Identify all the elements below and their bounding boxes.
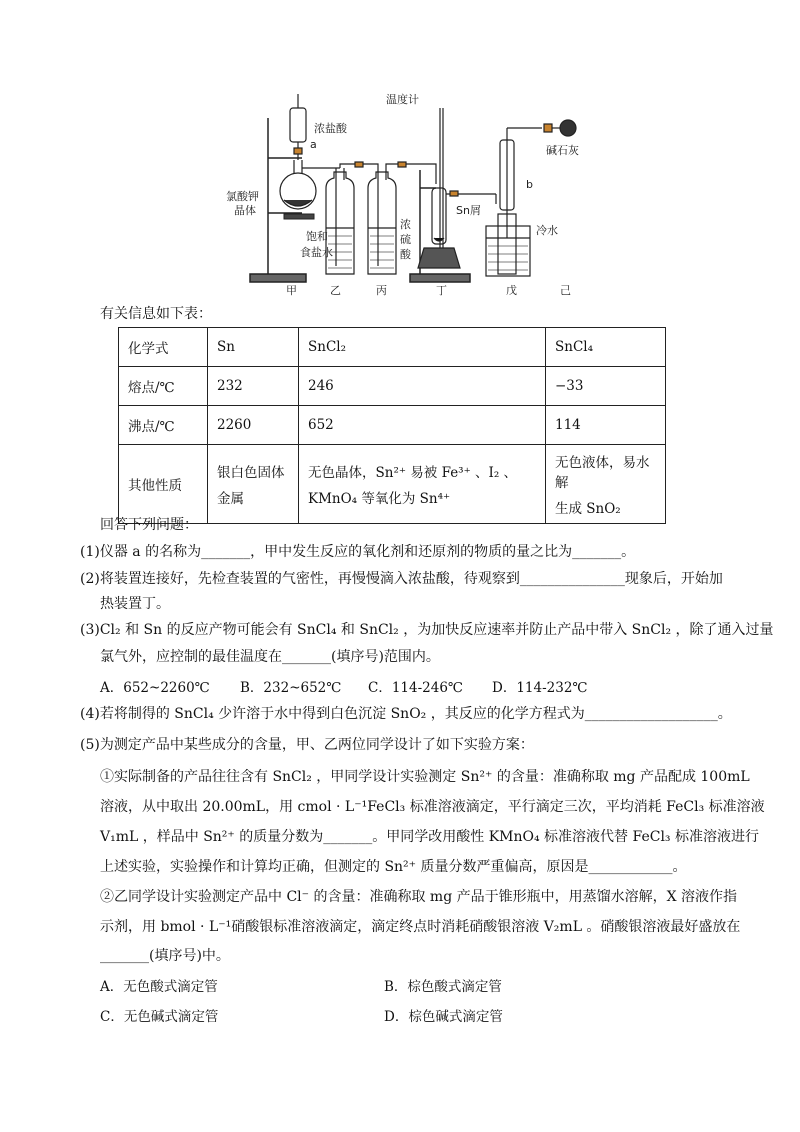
question-2-line2: 热装置丁。 bbox=[100, 596, 170, 612]
table-cell: 652 bbox=[299, 406, 546, 445]
q3-option-c: C．114-246℃ bbox=[368, 680, 464, 696]
question-4: (4)若将制得的 SnCl₄ 少许溶于水中得到白色沉淀 SnO₂ ，其反应的化学方程式为___________________。 bbox=[80, 706, 732, 722]
table-cell: −33 bbox=[546, 367, 666, 406]
label-soda-lime: 碱石灰 bbox=[546, 144, 579, 157]
question-5-1-line4: 上述实验，实验操作和计算均正确，但测定的 Sn²⁺ 质量分数严重偏高，原因是____________。 bbox=[100, 859, 687, 875]
label-sat-brine-2: 食盐水 bbox=[300, 246, 333, 259]
cell-line: 生成 SnO₂ bbox=[555, 501, 621, 517]
table-row bbox=[119, 367, 666, 406]
cell-line: 金属 bbox=[217, 491, 244, 507]
label-yi: 乙 bbox=[330, 284, 341, 297]
q3-option-b: B．232~652℃ bbox=[240, 680, 342, 696]
q5-option-c: C．无色碱式滴定管 bbox=[100, 1009, 219, 1025]
label-kclo3: 氯酸钾 bbox=[226, 190, 259, 203]
label-ding: 丁 bbox=[436, 284, 447, 297]
q5-option-a: A．无色酸式滴定管 bbox=[100, 979, 218, 995]
apparatus-diagram bbox=[226, 88, 590, 300]
label-conc-h2so4-3: 酸 bbox=[400, 248, 411, 261]
wash-bottle-yi bbox=[326, 162, 378, 274]
thermometer bbox=[440, 108, 443, 266]
question-5-2-line3: _______(填序号)中。 bbox=[100, 948, 230, 964]
table-cell: 其他性质 bbox=[119, 445, 208, 524]
label-conc-h2so4: 浓 bbox=[400, 218, 411, 231]
question-5-2-line2: 示剂，用 bmol · L⁻¹硝酸银标准溶液滴定，滴定终点时消耗硝酸银溶液 V₂mL 。硝酸银溶液最好盛放在 bbox=[100, 919, 741, 935]
table-header-cell: 化学式 bbox=[119, 328, 208, 367]
label-cold-water: 冷水 bbox=[536, 224, 558, 237]
label-jia: 甲 bbox=[286, 284, 297, 297]
heater bbox=[284, 214, 314, 219]
question-5-1-line1: ①实际制备的产品往往含有 SnCl₂ ，甲同学设计实验测定 Sn²⁺ 的含量：准确称取 mg 产品配成 100mL bbox=[100, 769, 750, 785]
table-cell: 232 bbox=[208, 367, 299, 406]
table-cell bbox=[299, 445, 546, 524]
label-ji: 己 bbox=[560, 284, 571, 297]
cell-line: KMnO₄ 等氧化为 Sn⁴⁺ bbox=[308, 491, 451, 507]
table-cell: 2260 bbox=[208, 406, 299, 445]
table-cell bbox=[546, 445, 666, 524]
answer-prompt: 回答下列问题： bbox=[100, 517, 198, 533]
label-conc-hcl: 浓盐酸 bbox=[314, 122, 347, 135]
label-kclo3-2: 晶体 bbox=[234, 204, 256, 217]
question-5-2-line1: ②乙同学设计实验测定产品中 Cl⁻ 的含量：准确称取 mg 产品于锥形瓶中，用蒸馏水溶解，X 溶液作指 bbox=[100, 889, 738, 905]
label-thermometer: 温度计 bbox=[386, 93, 419, 106]
question-2-line1: (2)将装置连接好，先检查装置的气密性，再慢慢滴入浓盐酸，待观察到_______________现象后，开始加 bbox=[80, 571, 723, 587]
question-5: (5)为测定产品中某些成分的含量，甲、乙两位同学设计了如下实验方案： bbox=[80, 737, 534, 753]
table-intro: 有关信息如下表： bbox=[100, 306, 212, 322]
table-cell: 熔点/℃ bbox=[119, 367, 208, 406]
q5-option-b: B．棕色酸式滴定管 bbox=[384, 979, 502, 995]
table-cell bbox=[208, 445, 299, 524]
table-header-row bbox=[119, 328, 666, 367]
beaker-ji bbox=[486, 214, 530, 276]
cell-line: 无色液体，易水解 bbox=[555, 455, 650, 491]
cell-line: 无色晶体，Sn²⁺ 易被 Fe³⁺ 、I₂ 、 bbox=[308, 465, 518, 481]
question-3-line2: 氯气外，应控制的最佳温度在_______(填序号)范围内。 bbox=[100, 649, 440, 665]
label-conc-h2so4-2: 硫 bbox=[400, 233, 411, 246]
label-sn-chips: Sn屑 bbox=[456, 204, 481, 217]
table-row bbox=[119, 406, 666, 445]
label-b: b bbox=[526, 178, 533, 191]
q3-option-a: A．652~2260℃ bbox=[100, 680, 210, 696]
table-cell: 114 bbox=[546, 406, 666, 445]
question-5-1-line2: 溶液，从中取出 20.00mL，用 cmol · L⁻¹FeCl₃ 标准溶液滴定，平行滴定三次，平均消耗 FeCl₃ 标准溶液 bbox=[100, 799, 765, 815]
table-header-cell: SnCl₂ bbox=[299, 328, 546, 367]
table-cell: 沸点/℃ bbox=[119, 406, 208, 445]
dropping-funnel bbox=[290, 94, 306, 160]
label-bing: 丙 bbox=[376, 284, 387, 297]
table-header-cell: Sn bbox=[208, 328, 299, 367]
q5-option-d: D．棕色碱式滴定管 bbox=[384, 1009, 503, 1025]
label-wu: 戊 bbox=[506, 284, 517, 297]
question-5-1-line3: V₁mL ，样品中 Sn²⁺ 的质量分数为_______。甲同学改用酸性 KMnO₄ 标准溶液代替 FeCl₃ 标准溶液进行 bbox=[100, 829, 759, 845]
question-3-line1: (3)Cl₂ 和 Sn 的反应产物可能会有 SnCl₄ 和 SnCl₂ ，为加快反应速率并防止产品中带入 SnCl₂ ，除了通入过量 bbox=[80, 622, 774, 638]
table-row bbox=[119, 445, 666, 524]
label-a: a bbox=[310, 138, 317, 151]
question-1: (1)仪器 a 的名称为_______，甲中发生反应的氧化剂和还原剂的物质的量之比为_______。 bbox=[80, 544, 636, 560]
reaction-tube-ding bbox=[418, 188, 496, 268]
round-flask bbox=[280, 160, 340, 209]
table-header-cell: SnCl₄ bbox=[546, 328, 666, 367]
label-sat-brine: 饱和 bbox=[306, 230, 328, 243]
table-cell: 246 bbox=[299, 367, 546, 406]
properties-table bbox=[118, 327, 666, 524]
q3-option-d: D．114-232℃ bbox=[492, 680, 588, 696]
cell-line: 银白色固体 bbox=[217, 465, 285, 481]
condenser-wu bbox=[500, 120, 576, 238]
